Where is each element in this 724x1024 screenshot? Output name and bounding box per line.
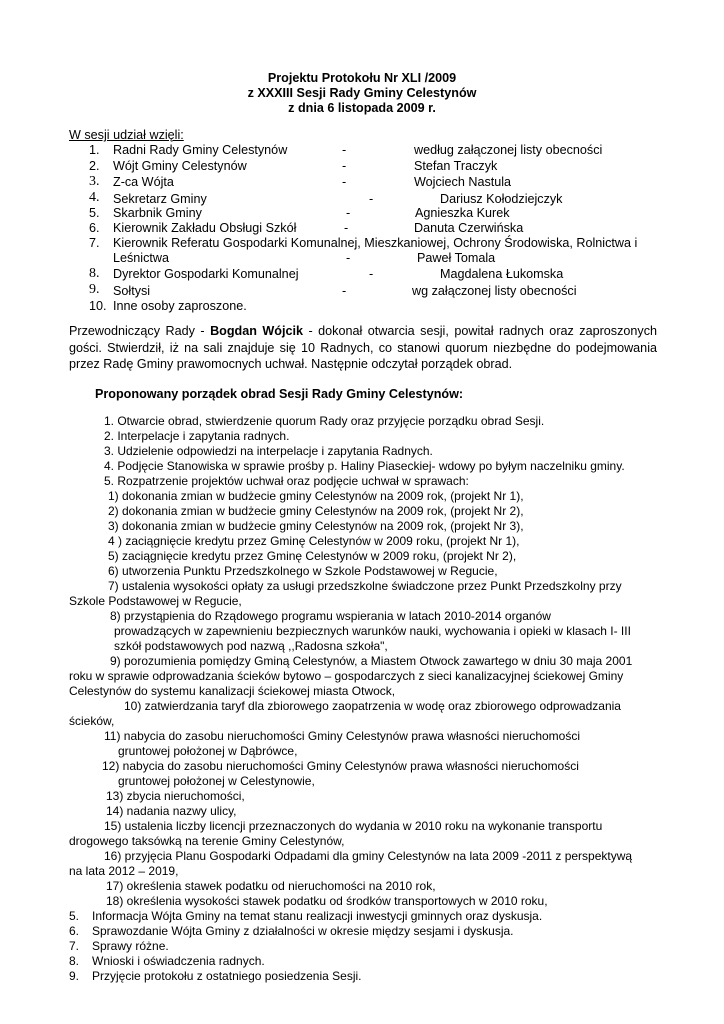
attendance-dash: - bbox=[346, 251, 351, 265]
final-item-text: Informacja Wójta Gminy na temat stanu realizacji inwestycji gminnych oraz dyskusja. bbox=[92, 909, 543, 923]
attendance-heading: W sesji udział wzięli: bbox=[69, 128, 184, 142]
attendance-num: 1. bbox=[89, 143, 100, 157]
attendance-role: Sekretarz Gminy bbox=[113, 192, 207, 206]
agenda-line: 1) dokonania zmian w budżecie gminy Celestynów na 2009 rok, (projekt Nr 1), bbox=[108, 489, 524, 503]
final-item-text: Sprawozdanie Wójta Gminy z działalności w okresie między sesjami i dyskusja. bbox=[92, 924, 514, 938]
attendance-role: Wójt Gminy Celestynów bbox=[113, 159, 247, 173]
final-item-num: 7. bbox=[69, 939, 80, 953]
agenda-line: 17) określenia stawek podatku od nieruchomości na 2010 rok, bbox=[106, 879, 436, 893]
final-item-num: 6. bbox=[69, 924, 80, 938]
attendance-role: Kierownik Zakładu Obsługi Szkół bbox=[113, 221, 297, 235]
final-item-num: 5. bbox=[69, 909, 80, 923]
attendance-dash: - bbox=[342, 143, 347, 157]
document-session: z XXXIII Sesji Rady Gminy Celestynów bbox=[247, 86, 477, 100]
agenda-line: 11) nabycia do zasobu nieruchomości Gminy Celestynów prawa własności nieruchomości bbox=[104, 729, 580, 743]
agenda-line: 7) ustalenia wysokości opłaty za usługi przedszkolne świadczone przez Punkt Przedszkolny przy bbox=[108, 579, 622, 593]
attendance-role: Dyrektor Gospodarki Komunalnej bbox=[113, 267, 299, 281]
opening-rest: - dokonał otwarcia sesji, powitał radnych oraz zaproszonych gości. Stwierdził, iż na sali znajduje się 10 Radnych, co stanowi quorum niezbędne do podejmowania przez Radę Gminy prawomocnych uchwał. Następnie odczytał porządek obrad. bbox=[69, 324, 657, 372]
attendance-person: wg załączonej listy obecności bbox=[412, 284, 577, 298]
agenda-line: Celestynów do systemu kanalizacji ściekowej miasta Otwock, bbox=[69, 684, 396, 698]
attendance-num: 3. bbox=[89, 174, 100, 189]
attendance-num: 10. bbox=[89, 299, 107, 313]
attendance-dash: - bbox=[344, 221, 349, 235]
attendance-person: według załączonej listy obecności bbox=[414, 143, 603, 157]
agenda-line: 18) określenia wysokości stawek podatku od środków transportowych w 2010 roku, bbox=[106, 894, 548, 908]
attendance-num: 6. bbox=[89, 221, 100, 235]
agenda-line: na lata 2012 – 2019, bbox=[69, 864, 179, 878]
attendance-num: 2. bbox=[89, 159, 100, 173]
agenda-line: 2. Interpelacje i zapytania radnych. bbox=[104, 429, 290, 443]
attendance-role: Radni Rady Gminy Celestynów bbox=[113, 143, 288, 157]
final-item-text: Wnioski i oświadczenia radnych. bbox=[92, 954, 265, 968]
attendance-person: Stefan Traczyk bbox=[414, 159, 498, 173]
agenda-line: 3) dokonania zmian w budżecie gminy Celestynów na 2009 rok, (projekt Nr 3), bbox=[108, 519, 524, 533]
attendance-dash: - bbox=[369, 192, 374, 206]
agenda-line: drogowego taksówką na terenie Gminy Celestynów, bbox=[69, 834, 345, 848]
attendance-person: Wojciech Nastula bbox=[414, 175, 512, 189]
attendance-role: Kierownik Referatu Gospodarki Komunalnej, Mieszkaniowej, Ochrony Środowiska, Rolnictwa i bbox=[113, 236, 638, 250]
agenda-line: gruntowej położonej w Dąbrówce, bbox=[118, 744, 298, 758]
final-item-num: 9. bbox=[69, 969, 80, 983]
attendance-num: 5. bbox=[89, 206, 100, 220]
agenda-line: 1. Otwarcie obrad, stwierdzenie quorum Rady oraz przyjęcie porządku obrad Sesji. bbox=[104, 414, 545, 428]
agenda-line: roku w sprawie odprowadzania ścieków bytowo – gospodarczych z sieci kanalizacyjnej ściekowej Gminy bbox=[69, 669, 624, 683]
agenda-line: 4. Podjęcie Stanowiska w sprawie prośby p. Haliny Piaseckiej- wdowy po byłym naczelniku gminy. bbox=[104, 459, 625, 473]
agenda-line: 3. Udzielenie odpowiedzi na interpelacje i zapytania Radnych. bbox=[104, 444, 433, 458]
attendance-num: 9. bbox=[89, 282, 100, 297]
final-item-text: Sprawy różne. bbox=[92, 939, 169, 953]
agenda-line: 9) porozumienia pomiędzy Gminą Celestynów, a Miastem Otwock zawartego w dniu 30 maja 2001 bbox=[110, 654, 633, 668]
document-title: Projektu Protokołu Nr XLI /2009 bbox=[267, 71, 457, 85]
attendance-num: 8. bbox=[89, 266, 100, 281]
attendance-person: Dariusz Kołodziejczyk bbox=[440, 192, 563, 206]
attendance-role: Z-ca Wójta bbox=[113, 175, 174, 189]
agenda-line: Szkole Podstawowej w Regucie, bbox=[69, 594, 242, 608]
attendance-dash: - bbox=[346, 206, 351, 220]
attendance-dash: - bbox=[342, 284, 347, 298]
chair-name: Bogdan Wójcik bbox=[210, 324, 304, 338]
agenda-line: prowadzących w zapewnieniu bezpiecznych warunków nauki, wychowania i opieki w klasach I- III bbox=[114, 624, 631, 638]
attendance-dash: - bbox=[369, 267, 374, 281]
opening-lead: Przewodniczący Rady - bbox=[69, 324, 205, 338]
attendance-role: Inne osoby zaproszone. bbox=[113, 299, 247, 313]
attendance-num: 4. bbox=[89, 190, 100, 205]
final-item-text: Przyjęcie protokołu z ostatniego posiedzenia Sesji. bbox=[92, 969, 362, 983]
agenda-line: 14) nadania nazwy ulicy, bbox=[106, 804, 237, 818]
attendance-person: Agnieszka Kurek bbox=[415, 206, 510, 220]
agenda-heading: Proponowany porządek obrad Sesji Rady Gminy Celestynów: bbox=[95, 387, 464, 401]
agenda-line: 10) zatwierdzania taryf dla zbiorowego zaopatrzenia w wodę oraz zbiorowego odprowadzania bbox=[124, 699, 621, 713]
attendance-role: Sołtysi bbox=[113, 284, 151, 298]
agenda-line: 6) utworzenia Punktu Przedszkolnego w Szkole Podstawowej w Regucie, bbox=[108, 564, 498, 578]
attendance-dash: - bbox=[342, 159, 347, 173]
agenda-line: 16) przyjęcia Planu Gospodarki Odpadami dla gminy Celestynów na lata 2009 -2011 z perspektywą bbox=[104, 849, 633, 863]
agenda-line: gruntowej położonej w Celestynowie, bbox=[118, 774, 315, 788]
attendance-dash: - bbox=[342, 175, 347, 189]
agenda-line: 4 ) zaciągnięcie kredytu przez Gminę Celestynów w 2009 roku, (projekt Nr 1), bbox=[108, 534, 520, 548]
agenda-line: 8) przystąpienia do Rządowego programu wspierania w latach 2010-2014 organów bbox=[110, 609, 551, 623]
agenda-line: 12) nabycia do zasobu nieruchomości Gminy Celestynów prawa własności nieruchomości bbox=[102, 759, 579, 773]
agenda-line: ścieków, bbox=[69, 714, 115, 728]
document-date: z dnia 6 listopada 2009 r. bbox=[288, 101, 436, 115]
agenda-line: 15) ustalenia liczby licencji przeznaczonych do wydania w 2010 roku na wykonanie transportu bbox=[104, 819, 603, 833]
agenda-line: 2) dokonania zmian w budżecie gminy Celestynów na 2009 rok, (projekt Nr 2), bbox=[108, 504, 524, 518]
agenda-line: szkół podstawowych pod nazwą ,,Radosna szkoła", bbox=[114, 639, 388, 653]
attendance-role-continued: Leśnictwa bbox=[113, 251, 170, 265]
attendance-person: Danuta Czerwińska bbox=[414, 221, 524, 235]
final-item-num: 8. bbox=[69, 954, 80, 968]
attendance-person: Paweł Tomala bbox=[417, 251, 496, 265]
attendance-num: 7. bbox=[89, 236, 100, 250]
agenda-line: 5) zaciągnięcie kredytu przez Gminę Celestynów w 2009 roku, (projekt Nr 2), bbox=[108, 549, 517, 563]
opening-paragraph bbox=[69, 323, 657, 373]
attendance-role: Skarbnik Gminy bbox=[113, 206, 202, 220]
agenda-line: 13) zbycia nieruchomości, bbox=[106, 789, 245, 803]
agenda-line: 5. Rozpatrzenie projektów uchwał oraz podjęcie uchwał w sprawach: bbox=[104, 474, 469, 488]
attendance-person: Magdalena Łukomska bbox=[440, 267, 564, 281]
